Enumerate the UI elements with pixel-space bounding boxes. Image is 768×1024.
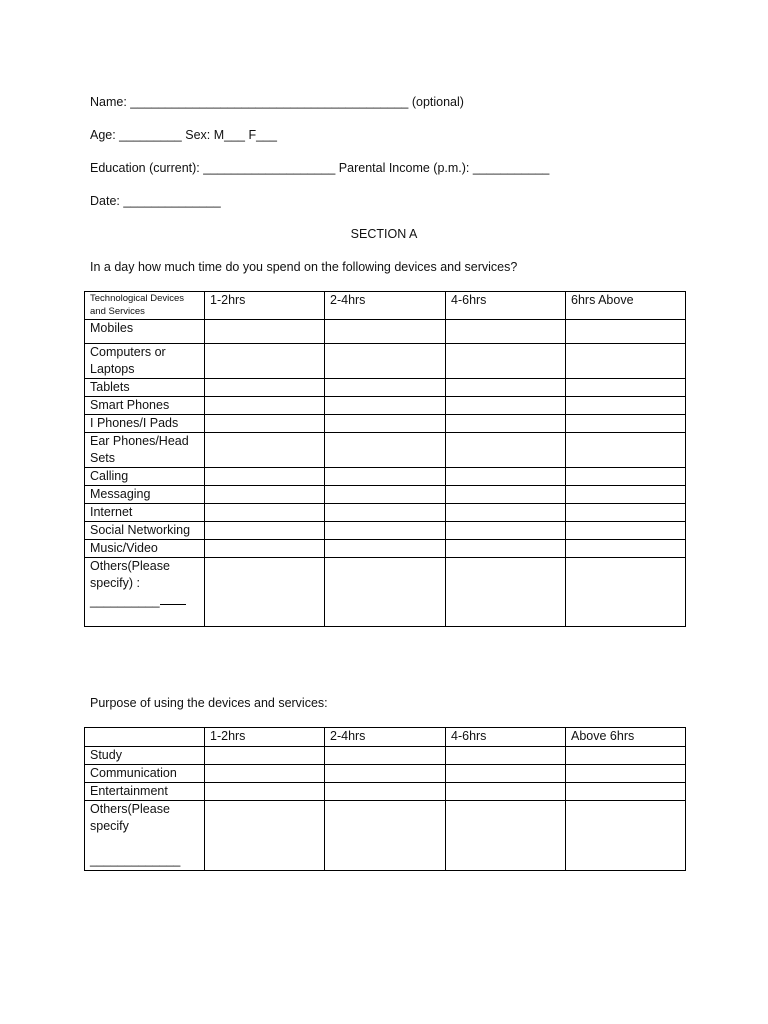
table-row xyxy=(85,433,686,468)
table-row xyxy=(85,558,686,627)
answer-cell[interactable] xyxy=(325,558,446,627)
answer-cell[interactable] xyxy=(566,540,686,558)
answer-cell[interactable] xyxy=(566,522,686,540)
answer-cell[interactable] xyxy=(325,486,446,504)
table-header-cell: 6hrs Above xyxy=(566,292,686,320)
answer-cell[interactable] xyxy=(446,783,566,801)
table-header-cell xyxy=(85,728,205,747)
table-row xyxy=(85,801,686,871)
age-sex-field-label: Age: _________ Sex: M___ F___ xyxy=(90,128,277,142)
answer-cell[interactable] xyxy=(205,397,325,415)
answer-cell[interactable] xyxy=(566,397,686,415)
table-row xyxy=(85,765,686,783)
row-label: Internet xyxy=(85,504,205,522)
table-row xyxy=(85,747,686,765)
answer-cell[interactable] xyxy=(446,379,566,397)
answer-cell[interactable] xyxy=(566,344,686,379)
table-header-row xyxy=(85,292,686,320)
others-label: Others(Please specify) : xyxy=(90,559,170,590)
answer-cell[interactable] xyxy=(446,522,566,540)
row-label: Study xyxy=(85,747,205,765)
table-row xyxy=(85,540,686,558)
answer-cell[interactable] xyxy=(566,486,686,504)
answer-cell[interactable] xyxy=(205,540,325,558)
answer-cell[interactable] xyxy=(205,344,325,379)
row-label: Smart Phones xyxy=(85,397,205,415)
answer-cell[interactable] xyxy=(205,801,325,871)
answer-cell[interactable] xyxy=(446,397,566,415)
table-row xyxy=(85,397,686,415)
answer-cell[interactable] xyxy=(566,765,686,783)
table-header-cell: Above 6hrs xyxy=(566,728,686,747)
purpose-question: Purpose of using the devices and services: xyxy=(90,696,328,710)
answer-cell[interactable] xyxy=(325,320,446,344)
answer-cell[interactable] xyxy=(325,522,446,540)
table-header-cell: 4-6hrs xyxy=(446,728,566,747)
answer-cell[interactable] xyxy=(566,558,686,627)
purpose-table xyxy=(84,727,686,871)
row-label: Calling xyxy=(85,468,205,486)
answer-cell[interactable] xyxy=(446,486,566,504)
answer-cell[interactable] xyxy=(205,468,325,486)
row-label: Music/Video xyxy=(85,540,205,558)
answer-cell[interactable] xyxy=(325,765,446,783)
row-label: Communication xyxy=(85,765,205,783)
table-row xyxy=(85,504,686,522)
answer-cell[interactable] xyxy=(325,433,446,468)
table-header-cell: 4-6hrs xyxy=(446,292,566,320)
table-header-cell: 1-2hrs xyxy=(205,292,325,320)
row-label: Messaging xyxy=(85,486,205,504)
answer-cell[interactable] xyxy=(566,415,686,433)
education-income-field-label: Education (current): ___________________ Parental Income (p.m.): ___________ xyxy=(90,161,550,175)
row-label: Mobiles xyxy=(85,320,205,344)
answer-cell[interactable] xyxy=(446,344,566,379)
table-row xyxy=(85,344,686,379)
section-a-question: In a day how much time do you spend on the following devices and services? xyxy=(90,260,518,274)
table-header-cell: Technological Devices and Services xyxy=(85,292,205,320)
answer-cell[interactable] xyxy=(566,783,686,801)
row-label: Computers or Laptops xyxy=(85,344,205,379)
answer-cell[interactable] xyxy=(205,765,325,783)
answer-cell[interactable] xyxy=(446,558,566,627)
row-label: Tablets xyxy=(85,379,205,397)
answer-cell[interactable] xyxy=(446,468,566,486)
answer-cell[interactable] xyxy=(566,801,686,871)
answer-cell[interactable] xyxy=(205,320,325,344)
table-row xyxy=(85,522,686,540)
answer-cell[interactable] xyxy=(325,344,446,379)
table-header-cell: 2-4hrs xyxy=(325,728,446,747)
answer-cell[interactable] xyxy=(205,522,325,540)
answer-cell[interactable] xyxy=(325,783,446,801)
name-field-label: Name: ________________________________________ (optional) xyxy=(90,95,464,109)
answer-cell[interactable] xyxy=(566,468,686,486)
row-label: Ear Phones/Head Sets xyxy=(85,433,205,468)
table-row xyxy=(85,783,686,801)
answer-cell[interactable] xyxy=(205,504,325,522)
table-row xyxy=(85,320,686,344)
others-blank: __________ xyxy=(90,594,160,608)
answer-cell[interactable] xyxy=(205,486,325,504)
table-row xyxy=(85,486,686,504)
answer-cell[interactable] xyxy=(325,379,446,397)
answer-cell[interactable] xyxy=(446,801,566,871)
others-blank: _____________ xyxy=(90,853,181,867)
answer-cell[interactable] xyxy=(325,747,446,765)
answer-cell[interactable] xyxy=(205,558,325,627)
answer-cell[interactable] xyxy=(446,765,566,783)
answer-cell[interactable] xyxy=(566,747,686,765)
answer-cell[interactable] xyxy=(446,747,566,765)
answer-cell[interactable] xyxy=(566,379,686,397)
answer-cell[interactable] xyxy=(205,747,325,765)
answer-cell[interactable] xyxy=(325,504,446,522)
table-row xyxy=(85,379,686,397)
answer-cell[interactable] xyxy=(325,540,446,558)
others-label: Others(Please specify xyxy=(90,802,170,833)
answer-cell[interactable] xyxy=(446,320,566,344)
answer-cell[interactable] xyxy=(446,433,566,468)
answer-cell[interactable] xyxy=(205,379,325,397)
answer-cell[interactable] xyxy=(325,415,446,433)
row-label: I Phones/I Pads xyxy=(85,415,205,433)
answer-cell[interactable] xyxy=(566,320,686,344)
row-label xyxy=(85,801,205,871)
answer-cell[interactable] xyxy=(446,504,566,522)
answer-cell[interactable] xyxy=(205,415,325,433)
row-label: Social Networking xyxy=(85,522,205,540)
answer-cell[interactable] xyxy=(566,433,686,468)
answer-cell[interactable] xyxy=(566,504,686,522)
section-a-title: SECTION A xyxy=(350,227,418,241)
row-label xyxy=(85,558,205,627)
answer-cell[interactable] xyxy=(325,801,446,871)
answer-cell[interactable] xyxy=(205,783,325,801)
answer-cell[interactable] xyxy=(446,415,566,433)
device-usage-table xyxy=(84,291,686,627)
others-underline xyxy=(160,592,186,605)
table-row xyxy=(85,415,686,433)
table-header-row xyxy=(85,728,686,747)
row-label: Entertainment xyxy=(85,783,205,801)
table-header-cell: 1-2hrs xyxy=(205,728,325,747)
answer-cell[interactable] xyxy=(325,397,446,415)
table-row xyxy=(85,468,686,486)
answer-cell[interactable] xyxy=(446,540,566,558)
date-field-label: Date: ______________ xyxy=(90,194,221,208)
answer-cell[interactable] xyxy=(205,433,325,468)
table-header-cell: 2-4hrs xyxy=(325,292,446,320)
answer-cell[interactable] xyxy=(325,468,446,486)
